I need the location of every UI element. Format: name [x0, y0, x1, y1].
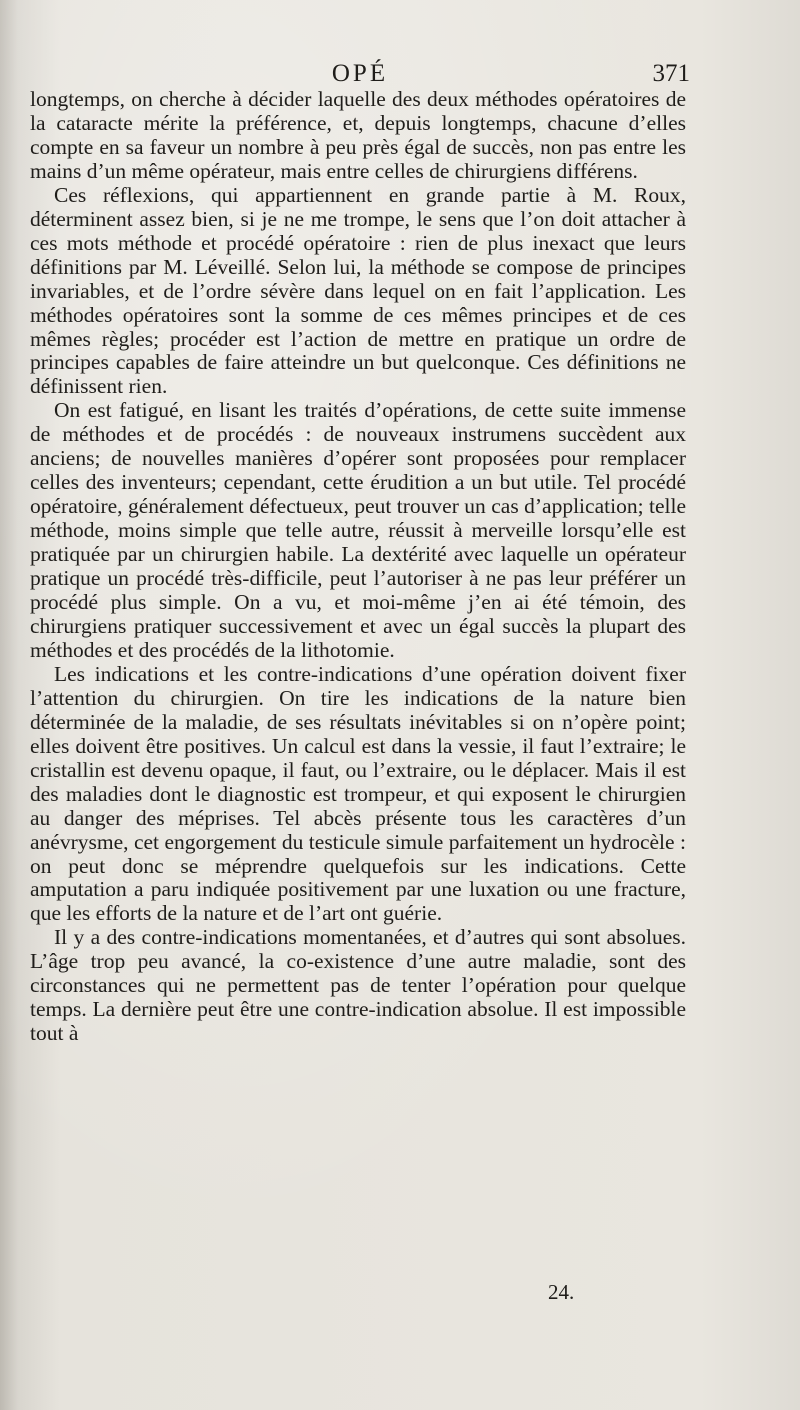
paragraph-procedures: On est fatigué, en lisant les traités d’opérations, de cette suite immense de méthodes et de procédés : de nouveaux instrumens succèdent aux anciens; de nouvelles manières d’opérer sont proposées pour remplacer celles des inventeurs; cependant, cette érudition a un but utile. Tel procédé opératoire, généralement défectueux, peut trouver un cas d’application; telle méthode, moins simple que telle autre, réussit à merveille lorsqu’elle est pratiquée par un chirurgien habile. La dextérité avec laquelle un opérateur pratique un procédé très-difficile, peut l’autoriser à ne pas leur préférer un procédé plus simple. On a vu, et moi-même j’en ai été témoin, des chirurgiens pratiquer successivement et avec un égal succès la plupart des méthodes et des procédés de la lithotomie. [30, 398, 686, 662]
paragraph-indications: Les indications et les contre-indications d’une opération doivent fixer l’attention du chirurgien. On tire les indications de la nature bien déterminée de la maladie, de ses résultats inévitables si on n’opère point; elles doivent être positives. Un calcul est dans la vessie, il faut l’extraire; le cristallin est devenu opaque, il faut, ou l’extraire, ou le déplacer. Mais il est des maladies dont le diagnostic est trompeur, et qui exposent le chirurgien au danger des méprises. Tel abcès présente tous les caractères d’un anévrysme, cet engorgement du testicule simule parfaitement un hydrocèle : on peut donc se méprendre quelquefois sur les indications. Cette amputation a paru indiquée positivement par une luxation ou une fracture, que les efforts de la nature et de l’art ont guérie. [30, 661, 686, 926]
page-number: 371 [652, 60, 690, 87]
running-title: OPÉ [331, 60, 389, 87]
signature-mark: 24. [548, 1280, 575, 1304]
paragraph-definitions: Ces réflexions, qui appartiennent en grande partie à M. Roux, déterminent assez bien, si je ne me trompe, le sens que l’on doit attacher à ces mots méthode et procédé opératoire : rien de plus inexact que leurs définitions par M. Léveillé. Selon lui, la méthode se compose de principes invariables, et de l’ordre sévère dans lequel on en fait l’application. Les méthodes opératoires sont la somme de ces mêmes principes et de ces mêmes règles; procéder est l’action de mettre en pratique un ordre de principes capables de faire atteindre un but quelconque. Ces définitions ne définissent rien. [30, 182, 686, 399]
paragraph-contre-indications: Il y a des contre-indications momentanées, et d’autres qui sont absolues. L’âge trop peu avancé, la co-existence d’une autre maladie, sont des circonstances qui ne permettent pas de tenter l’opération pour quelque temps. La dernière peut être une contre-indication absolue. Il est impossible tout à [30, 925, 686, 1046]
body-text [30, 88, 686, 1046]
paragraph-continuation: longtemps, on cherche à décider laquelle des deux méthodes opératoires de la cataracte mérite la préférence, et, depuis longtemps, chacune d’elles compte en sa faveur un nombre à peu près égal de succès, non pas entre les mains d’un même opérateur, mais entre celles de chirurgiens différens. [30, 87, 686, 183]
